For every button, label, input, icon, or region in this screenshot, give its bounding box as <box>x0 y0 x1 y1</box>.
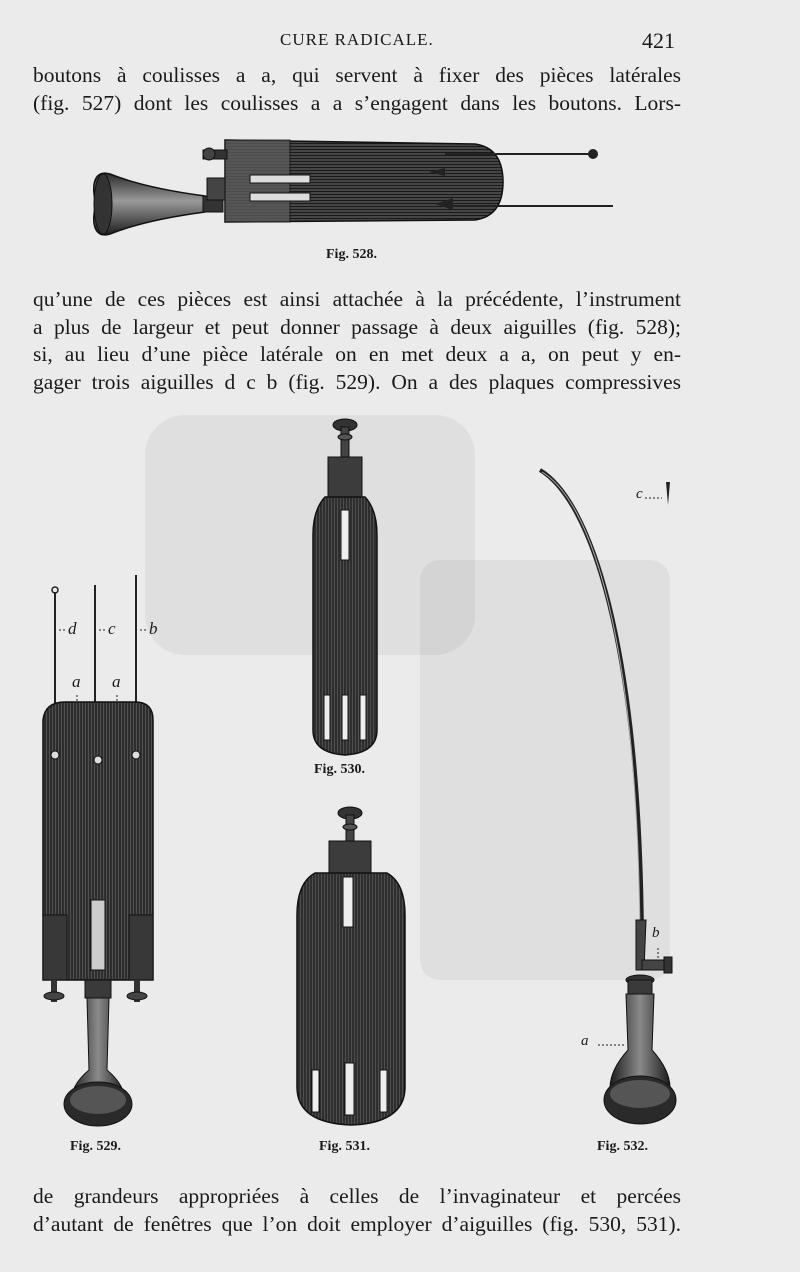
label-d: d <box>68 619 77 638</box>
label-a: a <box>581 1033 589 1049</box>
label-c: c <box>636 486 643 502</box>
text-line: a plus de largeur et peut donner passage à deux aiguilles (fig. 528); <box>33 314 681 339</box>
text-line: d’autant de fenêtres que l’on doit employer d’aiguilles (fig. 530, 531). <box>33 1211 681 1236</box>
text-line: de grandeurs appropriées à celles de l’invaginateur et percées <box>33 1184 681 1208</box>
label-a: a <box>112 672 121 691</box>
paragraph <box>33 1183 681 1238</box>
figure-529-illustration <box>35 570 165 1130</box>
figure-528-illustration <box>85 130 615 245</box>
paragraph <box>33 62 681 117</box>
label-a: a <box>72 672 81 691</box>
text-line: si, au lieu d’une pièce latérale on en met deux a a, on peut y en- <box>33 342 681 366</box>
figure-caption: Fig. 528. <box>326 247 377 262</box>
paragraph <box>33 286 681 396</box>
label-b: b <box>652 925 660 941</box>
text-line: boutons à coulisses a a, qui servent à fixer des pièces latérales <box>33 63 681 87</box>
label-c: c <box>108 619 116 638</box>
page-number: 421 <box>642 28 675 53</box>
figure-caption: Fig. 532. <box>597 1139 648 1154</box>
figure-532-illustration <box>530 460 690 1140</box>
figure-caption: Fig. 530. <box>314 762 365 777</box>
text-line: qu’une de ces pièces est ainsi attachée à la précédente, l’instrument <box>33 287 681 311</box>
label-b: b <box>149 619 158 638</box>
figure-caption: Fig. 531. <box>319 1139 370 1154</box>
running-title: CURE RADICALE. <box>280 30 434 49</box>
text-line: (fig. 527) dont les coulisses a a s’engagent dans les boutons. Lors- <box>33 90 681 115</box>
figure-caption: Fig. 529. <box>70 1139 121 1154</box>
figure-530-illustration <box>305 415 385 760</box>
figure-531-illustration <box>295 805 410 1130</box>
text-line: gager trois aiguilles d c b (fig. 529). On a des plaques compressives <box>33 369 681 394</box>
